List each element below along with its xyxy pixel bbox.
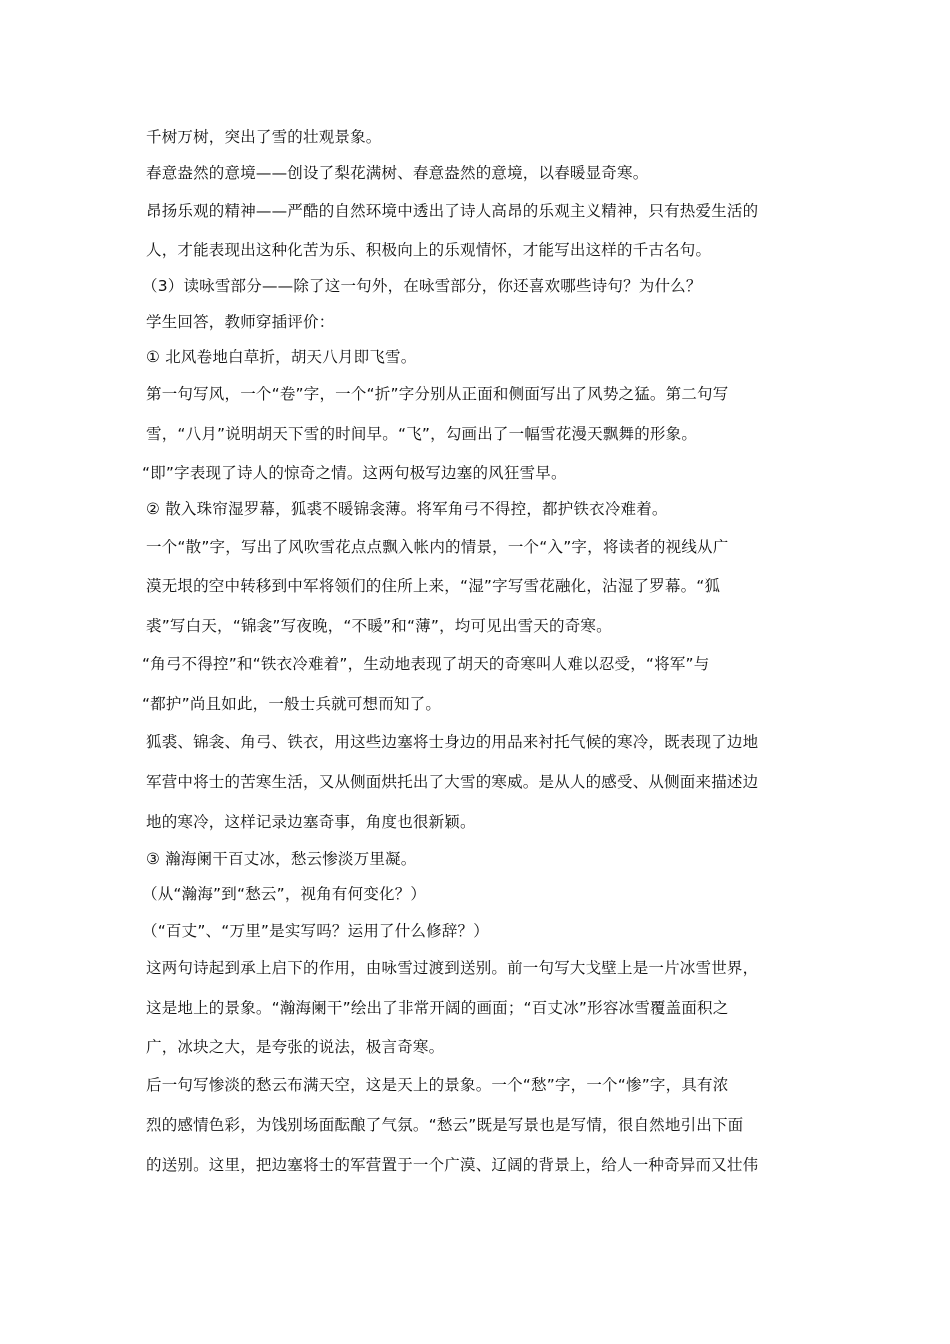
numbered-item-3: ③ 瀚海阑干百丈冰，愁云惨淡万里凝。 — [146, 850, 417, 868]
text-line: 后一句写惨淡的愁云布满天空，这是天上的景象。一个“愁”字，一个“惨”字，具有浓 — [146, 1076, 729, 1094]
text-line: （3）读咏雪部分——除了这一句外，在咏雪部分，你还喜欢哪些诗句？为什么？ — [142, 277, 702, 295]
text-line: “即”字表现了诗人的惊奇之情。这两句极写边塞的风狂雪早。 — [142, 464, 567, 482]
text-line: 广，冰块之大，是夸张的说法，极言奇寒。 — [146, 1038, 445, 1056]
text-line: 地的寒冷，这样记录边塞奇事，角度也很新颖。 — [146, 813, 476, 831]
text-line: 这两句诗起到承上启下的作用，由咏雪过渡到送别。前一句写大戈壁上是一片冰雪世界， — [146, 959, 759, 977]
text-line: 的送别。这里，把边塞将士的军营置于一个广漠、辽阔的背景上，给人一种奇异而又壮伟 — [146, 1156, 759, 1174]
text-line: （“百丈”、“万里”是实写吗？运用了什么修辞？） — [142, 922, 489, 940]
text-line: 千树万树，突出了雪的壮观景象。 — [146, 128, 382, 146]
text-line: “都护”尚且如此，一般士兵就可想而知了。 — [142, 695, 442, 713]
text-line: 狐裘、锦衾、角弓、铁衣，用这些边塞将士身边的用品来衬托气候的寒冷，既表现了边地 — [146, 733, 759, 751]
text-line: （从“瀚海”到“愁云”，视角有何变化？） — [142, 885, 427, 903]
text-line: 学生回答，教师穿插评价： — [146, 313, 335, 331]
text-line: 人，才能表现出这种化苦为乐、积极向上的乐观情怀，才能写出这样的千古名句。 — [146, 241, 712, 259]
text-line: 这是地上的景象。“瀚海阑干”绘出了非常开阔的画面；“百丈冰”形容冰雪覆盖面积之 — [146, 999, 729, 1017]
text-line: 春意盎然的意境——创设了梨花满树、春意盎然的意境，以春暖显奇寒。 — [146, 164, 649, 182]
numbered-item-2: ② 散入珠帘湿罗幕，狐裘不暖锦衾薄。将军角弓不得控，都护铁衣冷难着。 — [146, 500, 668, 518]
text-line: 昂扬乐观的精神——严酷的自然环境中透出了诗人高昂的乐观主义精神，只有热爱生活的 — [146, 202, 759, 220]
text-line: 一个“散”字，写出了风吹雪花点点飘入帐内的情景，一个“入”字，将读者的视线从广 — [146, 538, 729, 556]
text-line: 第一句写风，一个“卷”字，一个“折”字分别从正面和侧面写出了风势之猛。第二句写 — [146, 385, 729, 403]
text-line: 漠无垠的空中转移到中军将领们的住所上来，“湿”字写雪花融化，沾湿了罗幕。“狐 — [146, 577, 721, 595]
text-line: 雪，“八月”说明胡天下雪的时间早。“飞”，勾画出了一幅雪花漫天飘舞的形象。 — [146, 425, 698, 443]
text-line: “角弓不得控”和“铁衣冷难着”，生动地表现了胡天的奇寒叫人难以忍受，“将军”与 — [142, 655, 710, 673]
numbered-item-1: ① 北风卷地白草折，胡天八月即飞雪。 — [146, 348, 417, 366]
text-line: 烈的感情色彩，为饯别场面酝酿了气氛。“愁云”既是写景也是写情，很自然地引出下面 — [146, 1116, 744, 1134]
text-line: 军营中将士的苦寒生活，又从侧面烘托出了大雪的寒威。是从人的感受、从侧面来描述边 — [146, 773, 759, 791]
text-line: 裘”写白天，“锦衾”写夜晚，“不暖”和“薄”，均可见出雪天的奇寒。 — [146, 617, 612, 635]
